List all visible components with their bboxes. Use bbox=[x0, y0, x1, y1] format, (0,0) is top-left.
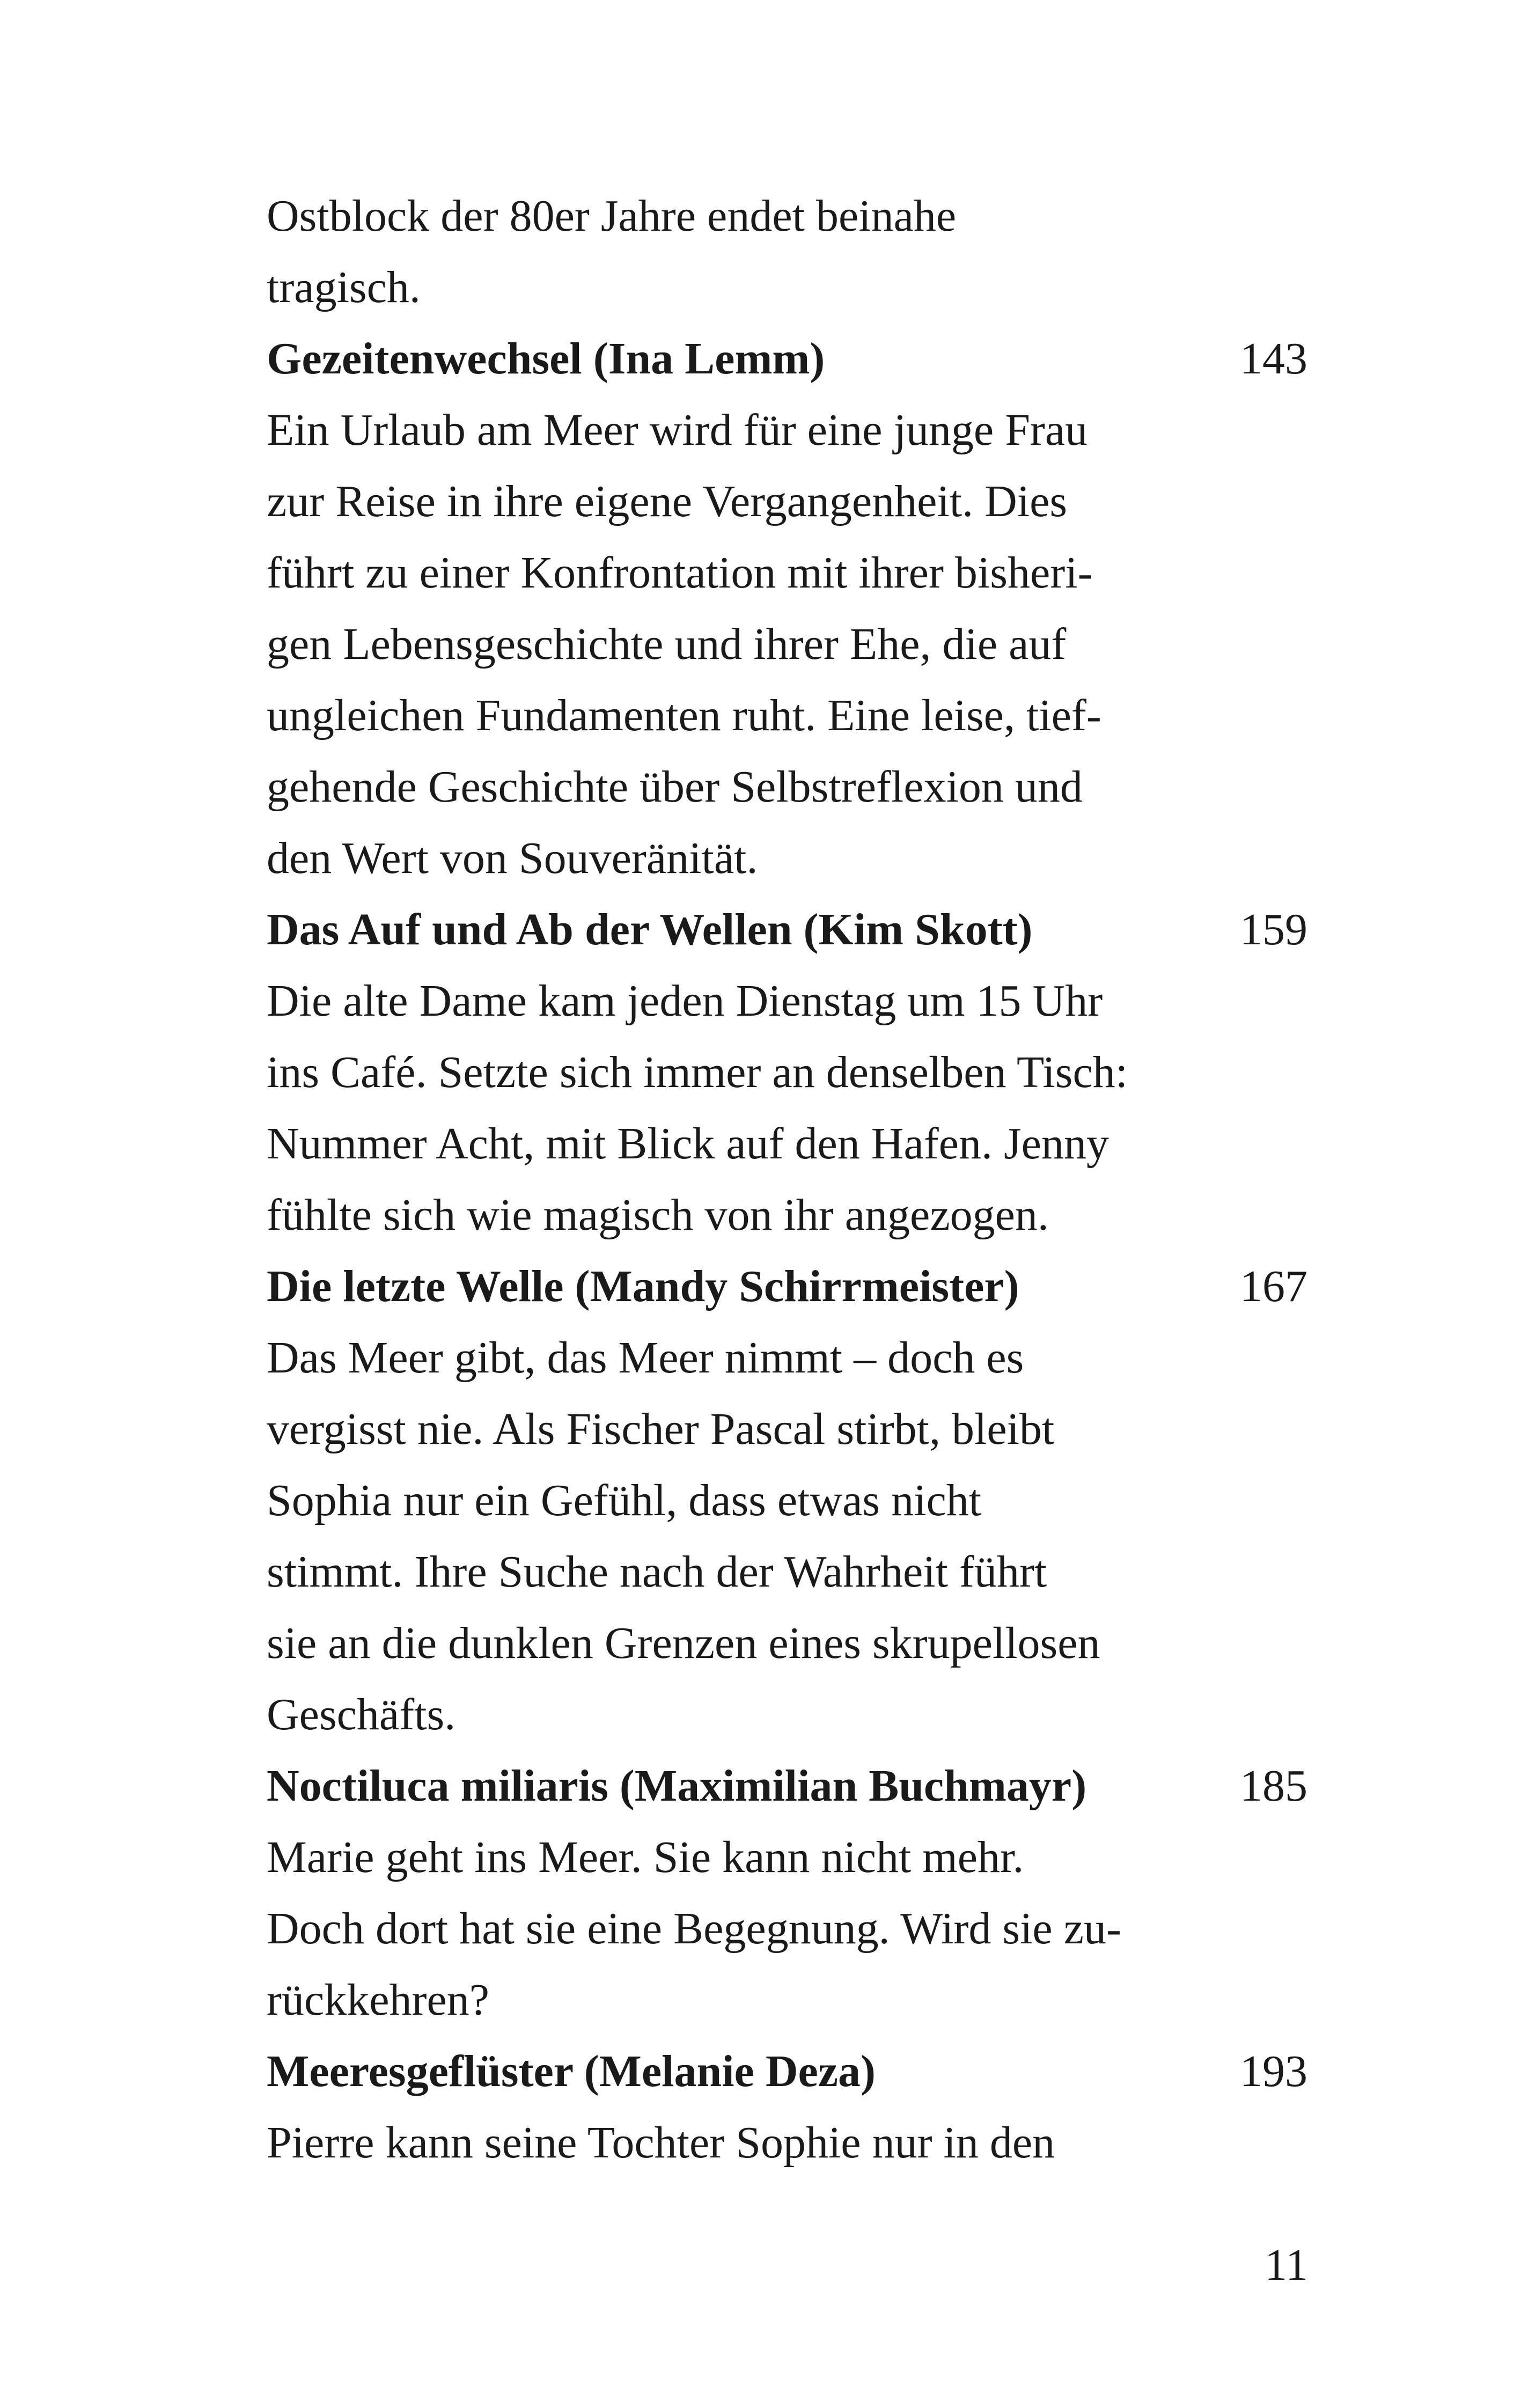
entry-summary-line: ungleichen Fundamenten ruht. Eine leise, tief- bbox=[267, 691, 1101, 740]
entry-summary-line: zur Reise in ihre eigene Vergangenheit. Dies bbox=[267, 476, 1068, 526]
entry-page-number: 167 bbox=[1240, 1261, 1307, 1311]
toc-entry-heading bbox=[267, 1251, 1307, 1322]
entry-summary-line: gen Lebensgeschichte und ihrer Ehe, die auf bbox=[267, 619, 1067, 669]
entry-title: Meeresgeflüster (Melanie Deza) bbox=[267, 2046, 876, 2096]
entry-summary-line: gehende Geschichte über Selbstreflexion und bbox=[267, 762, 1083, 812]
page-number: 11 bbox=[1265, 2240, 1308, 2290]
entry-title: Noctiluca miliaris (Maximilian Buchmayr) bbox=[267, 1761, 1087, 1811]
toc-entry-heading bbox=[267, 1750, 1307, 1822]
entry-title: Das Auf und Ab der Wellen (Kim Skott) bbox=[267, 905, 1033, 955]
entry-summary-line: Sophia nur ein Gefühl, dass etwas nicht bbox=[267, 1475, 982, 1525]
intro-line: Ostblock der 80er Jahre endet beinahe bbox=[267, 191, 957, 241]
entry-summary-line: Doch dort hat sie eine Begegnung. Wird sie zu- bbox=[267, 1904, 1121, 1954]
table-of-contents bbox=[267, 180, 1307, 2178]
entry-summary-line: führt zu einer Konfrontation mit ihrer bisheri- bbox=[267, 548, 1093, 598]
toc-entry-heading bbox=[267, 894, 1307, 965]
entry-title: Die letzte Welle (Mandy Schirrmeister) bbox=[267, 1261, 1019, 1311]
entry-summary-line: Pierre kann seine Tochter Sophie nur in den bbox=[267, 2118, 1055, 2168]
entry-summary-line: Das Meer gibt, das Meer nimmt – doch es bbox=[267, 1333, 1024, 1383]
entry-summary-line: fühlte sich wie magisch von ihr angezogen. bbox=[267, 1190, 1049, 1240]
entry-page-number: 193 bbox=[1240, 2046, 1307, 2096]
entry-page-number: 185 bbox=[1240, 1761, 1307, 1811]
entry-summary-line: sie an die dunklen Grenzen eines skrupellosen bbox=[267, 1618, 1100, 1668]
intro-line: tragisch. bbox=[267, 262, 421, 312]
entry-summary-line: Geschäfts. bbox=[267, 1690, 456, 1739]
entry-summary-line: vergisst nie. Als Fischer Pascal stirbt, bleibt bbox=[267, 1404, 1055, 1454]
entry-page-number: 159 bbox=[1240, 905, 1307, 955]
entry-page-number: 143 bbox=[1240, 334, 1307, 384]
entry-summary-line: den Wert von Souveränität. bbox=[267, 833, 758, 883]
toc-entry-heading bbox=[267, 323, 1307, 394]
entry-summary-line: ins Café. Setzte sich immer an denselben Tisch: bbox=[267, 1047, 1128, 1097]
entry-summary-line: Die alte Dame kam jeden Dienstag um 15 Uhr bbox=[267, 976, 1103, 1026]
entry-title: Gezeitenwechsel (Ina Lemm) bbox=[267, 334, 825, 384]
entry-summary-line: Nummer Acht, mit Blick auf den Hafen. Jenny bbox=[267, 1119, 1109, 1169]
entry-summary-line: stimmt. Ihre Suche nach der Wahrheit führt bbox=[267, 1547, 1047, 1597]
entry-summary-line: rückkehren? bbox=[267, 1975, 490, 2025]
entry-summary-line: Ein Urlaub am Meer wird für eine junge Frau bbox=[267, 405, 1088, 455]
entry-summary-line: Marie geht ins Meer. Sie kann nicht mehr. bbox=[267, 1832, 1024, 1882]
toc-entry-heading bbox=[267, 2036, 1307, 2107]
